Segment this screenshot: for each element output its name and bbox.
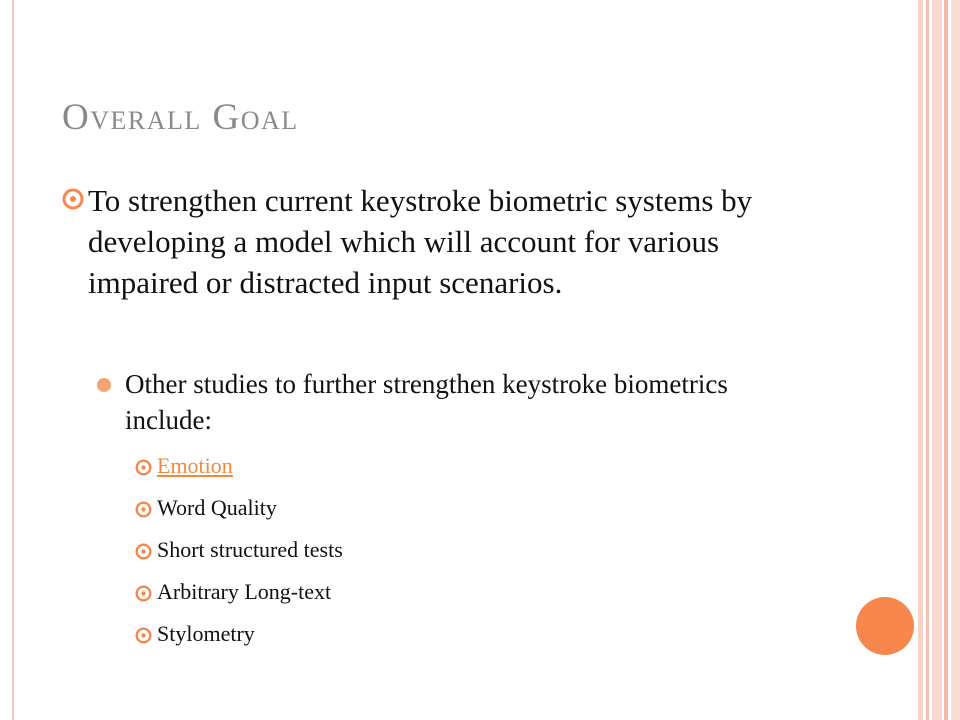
list-item xyxy=(135,536,635,578)
left-frame-border xyxy=(0,0,14,720)
stripe xyxy=(932,0,942,720)
feather-bullet-icon xyxy=(62,188,84,210)
list-item xyxy=(135,452,635,494)
list-item xyxy=(135,620,635,662)
feather-bullet-icon xyxy=(135,585,152,602)
feather-bullet-icon xyxy=(135,627,152,644)
emotion-link[interactable]: Emotion xyxy=(157,453,233,478)
stripe xyxy=(951,0,960,720)
feather-bullet-icon xyxy=(135,501,152,518)
main-bullet-text: To strengthen current keystroke biometric systems by developing a model which will account for various impaired or distracted input scenarios. xyxy=(88,183,753,300)
feather-bullet-icon xyxy=(135,543,152,560)
study-list xyxy=(135,452,635,662)
list-item xyxy=(135,578,635,620)
list-item-label: Arbitrary Long-text xyxy=(157,579,332,604)
slide-title: Overall Goal xyxy=(62,97,299,138)
list-item-label: Short structured tests xyxy=(157,537,343,562)
stripe xyxy=(926,0,929,720)
stripe xyxy=(944,0,948,720)
right-decorative-stripes xyxy=(918,0,960,720)
dot-bullet-icon xyxy=(97,378,111,392)
sub-bullet-text: Other studies to further strengthen keystroke biometrics include: xyxy=(125,369,728,435)
list-item xyxy=(135,494,635,536)
feather-bullet-icon xyxy=(135,459,152,476)
list-item-label: Word Quality xyxy=(157,495,277,520)
stripe xyxy=(918,0,923,720)
list-item-label: Stylometry xyxy=(157,621,255,646)
orange-circle-decoration xyxy=(856,597,914,655)
